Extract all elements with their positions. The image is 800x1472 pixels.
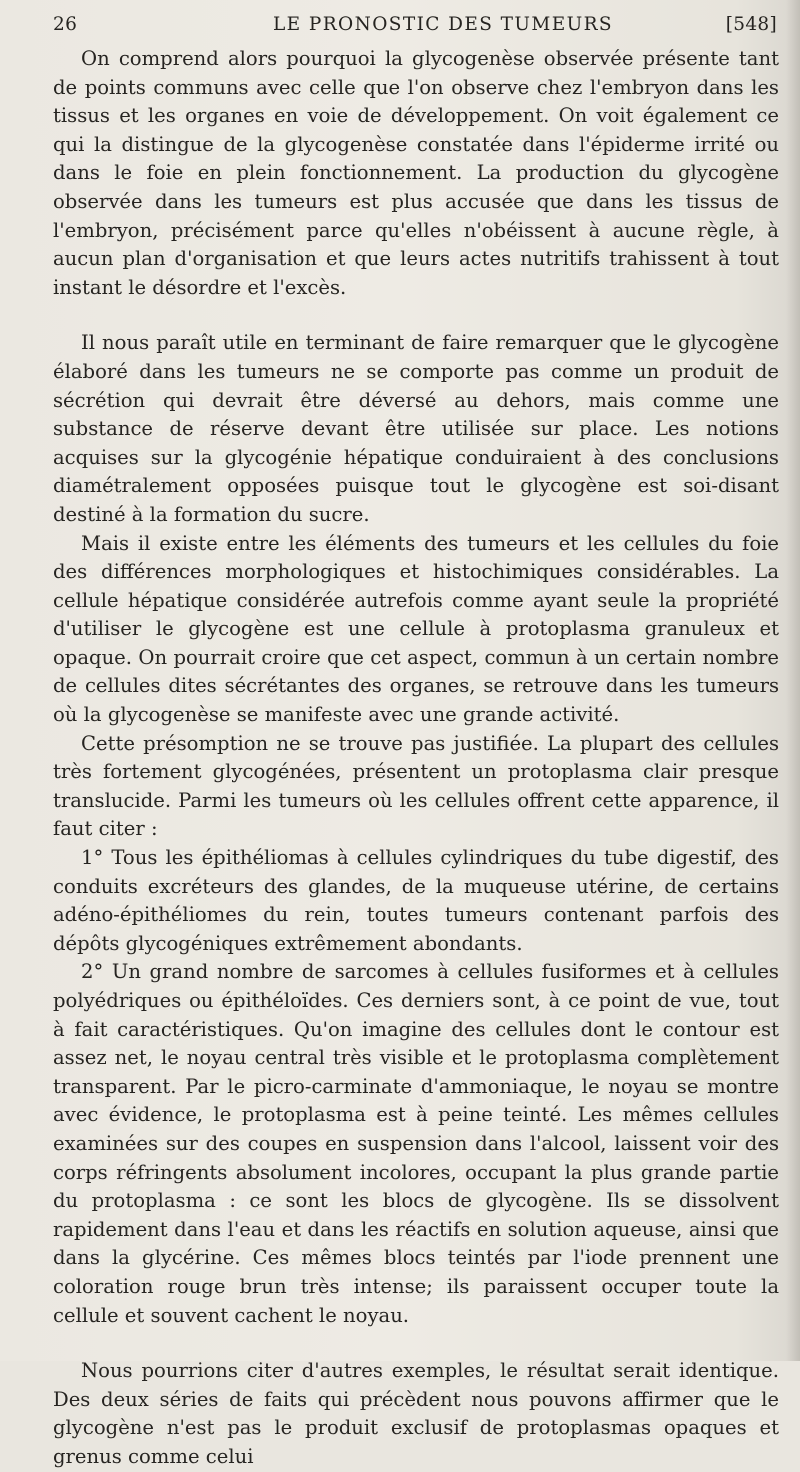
page-number: 26 <box>53 14 78 35</box>
running-header <box>53 14 777 42</box>
paragraph-presomption: Cette présomption ne se trouve pas justifiée. La plupart des cellules très fortement glycogénées, présentent un protoplasma clair presque translucide. Parmi les tumeurs où les cellules offrent cette apparence, il faut citer : <box>53 731 779 841</box>
list-item-sarcomes: 2° Un grand nombre de sarcomes à cellules fusiformes et à cellules polyédriques ou épithéloïdes. Ces derniers sont, à ce point de vue, tout à fait caractéristiques. Qu'on imagine des cellules dont le contour est assez net, le noyau central très visible et le protoplasma complètement transparent. Par le picro-carminate d'ammoniaque, le noyau se montre avec évidence, le protoplasma est à peine teinté. Les mêmes cellules examinées sur des coupes en suspension dans l'alcool, laissent voir des corps réfringents absolument incolores, occupant la plus grande partie du protoplasma : ce sont les blocs de glycogène. Ils se dissolvent rapidement dans l'eau et dans les réactifs en solution aqueuse, ainsi que dans la glycérine. Ces mêmes blocs teintés par l'iode prennent une coloration rouge brun très intense; ils paraissent occuper toute la cellule et souvent cachent le noyau. <box>53 960 779 1327</box>
list-item-epitheliomas: 1° Tous les épithéliomas à cellules cylindriques du tube digestif, des conduits excréteurs des glandes, de la muqueuse utérine, de certains adéno-épithéliomes du rein, toutes tumeurs contenant parfois des dépôts glycogéniques extrêmement abondants. <box>53 846 779 955</box>
paragraph-substance-reserve: Il nous paraît utile en terminant de faire remarquer que le glycogène élaboré dans les tumeurs ne se comporte pas comme un produit de sécrétion qui devrait être déversé au dehors, mais comme une substance de réserve devant être utilisée sur place. Les notions acquises sur la glycogénie hépatique conduiraient à des conclusions diamétralement opposées puisque tout le glycogène est soi-disant destiné à la formation du sucre. <box>53 331 779 526</box>
running-title: LE PRONOSTIC DES TUMEURS <box>273 14 613 35</box>
paragraph-conclusion: Nous pourrions citer d'autres exemples, le résultat serait identique. Des deux séries de faits qui précèdent nous pouvons affirmer que le glycogène n'est pas le produit exclusif de protoplasmas opaques et grenus comme celui <box>53 1359 779 1468</box>
paragraph-cellule-hepatique: Mais il existe entre les éléments des tumeurs et les cellules du foie des différences morphologiques et histochimiques considérables. La cellule hépatique considérée autrefois comme ayant seule la propriété d'utiliser le glycogène est une cellule à protoplasma granuleux et opaque. On pourrait croire que cet aspect, commun à un certain nombre de cellules dites sécrétantes des organes, se retrouve dans les tumeurs où la glycogenèse se manifeste avec une grande activité. <box>53 531 779 727</box>
body-text <box>53 45 779 1472</box>
folio-number: [548] <box>725 14 777 35</box>
paragraph-glycogenese-comparison: On comprend alors pourquoi la glycogenèse observée présente tant de points communs avec celle que l'on observe chez l'embryon dans les tissus et les organes en voie de développement. On voit également ce qui la distingue de la glycogenèse constatée dans l'épiderme irrité ou dans le foie en plein fonctionnement. La production du glycogène observée dans les tumeurs est plus accusée que dans les tissus de l'embryon, précisément parce qu'elles n'obéissent à aucune règle, à aucun plan d'organisation et que leurs actes nutritifs trahissent à tout instant le désordre et l'excès. <box>53 47 779 299</box>
page-edge-shadow <box>786 0 800 1361</box>
